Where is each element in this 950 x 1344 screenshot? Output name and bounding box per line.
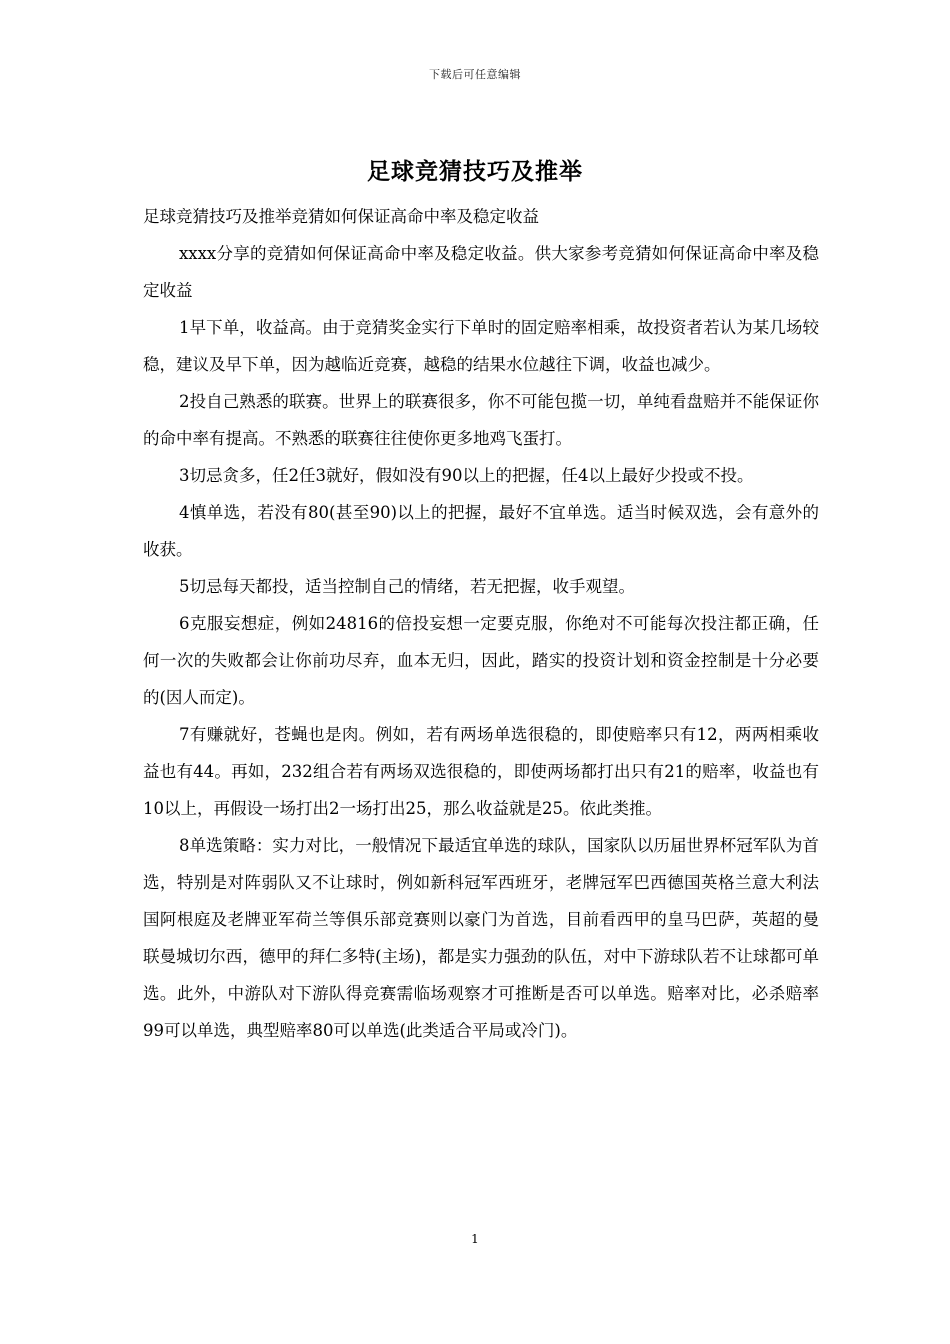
paragraph-tip-8: 8单选策略：实力对比，一般情况下最适宜单选的球队，国家队以历届世界杯冠军队为首选，特别是对阵弱队又不让球时，例如新科冠军西班牙，老牌冠军巴西德国英格兰意大利法国阿根庭及老牌亚军荷兰等俱乐部竞赛则以豪门为首选，目前看西甲的皇马巴萨，英超的曼联曼城切尔西，德甲的拜仁多特(主场)，都是实力强劲的队伍，对中下游球队若不让球都可单选。此外，中游队对下游队得竞赛需临场观察才可推断是否可以单选。赔率对比，必杀赔率99可以单选，典型赔率80可以单选(此类适合平局或冷门)。 — [143, 836, 819, 1040]
paragraph-tip-7: 7有赚就好，苍蝇也是肉。例如，若有两场单选很稳的，即使赔率只有12，两两相乘收益也有44。再如，232组合若有两场双选很稳的，即使两场都打出只有21的赔率，收益也有10以上，再假设一场打出2一场打出25，那么收益就是25。依此类推。 — [143, 725, 819, 818]
paragraph-tip-5: 5切忌每天都投，适当控制自己的情绪，若无把握，收手观望。 — [179, 577, 635, 596]
paragraph-intro: xxxx分享的竞猜如何保证高命中率及稳定收益。供大家参考竞猜如何保证高命中率及稳定收益 — [143, 244, 819, 300]
document-subtitle: 足球竞猜技巧及推举竞猜如何保证高命中率及稳定收益 — [143, 207, 539, 226]
document-title: 足球竞猜技巧及推举 — [367, 158, 583, 185]
paragraph-tip-3: 3切忌贪多，任2任3就好，假如没有90以上的把握，任4以上最好少投或不投。 — [179, 466, 754, 485]
page-number: 1 — [471, 1232, 479, 1246]
document-body — [143, 198, 819, 1049]
paragraph-tip-1: 1早下单，收益高。由于竞猜奖金实行下单时的固定赔率相乘，故投资者若认为某几场较稳，建议及早下单，因为越临近竞赛，越稳的结果水位越往下调，收益也减少。 — [143, 318, 819, 374]
paragraph-tip-6: 6克服妄想症，例如24816的倍投妄想一定要克服，你绝对不可能每次投注都正确，任何一次的失败都会让你前功尽弃，血本无归，因此，踏实的投资计划和资金控制是十分必要的(因人而定)。 — [143, 614, 819, 707]
paragraph-tip-4: 4慎单选，若没有80(甚至90)以上的把握，最好不宜单选。适当时候双选，会有意外的收获。 — [143, 503, 819, 559]
paragraph-tip-2: 2投自己熟悉的联赛。世界上的联赛很多，你不可能包揽一切，单纯看盘赔并不能保证你的命中率有提高。不熟悉的联赛往往使你更多地鸡飞蛋打。 — [143, 392, 819, 448]
page-header-note: 下载后可任意编辑 — [429, 68, 521, 81]
